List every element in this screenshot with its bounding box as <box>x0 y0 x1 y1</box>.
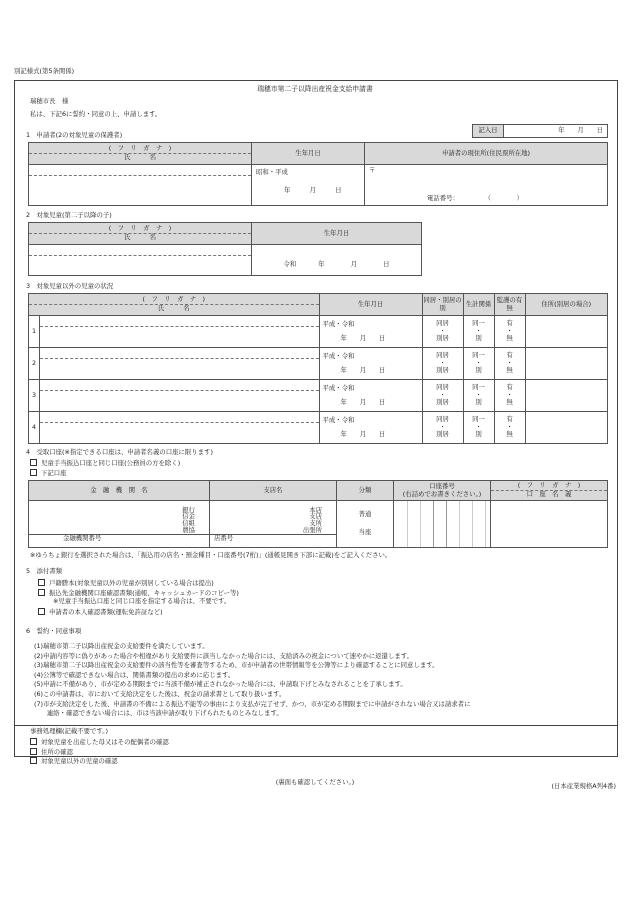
opt-same-account[interactable]: 児童手当振込口座と同じ口座(公務員の方を除く) <box>30 459 180 468</box>
applicant-dob-header: 生年月日 <box>252 143 365 165</box>
oc-custody-field[interactable]: 有 ・ 無 <box>494 316 525 348</box>
oc-address-field[interactable] <box>525 348 607 380</box>
oc-address-field[interactable] <box>525 316 607 348</box>
kind-header: 分類 <box>337 481 394 501</box>
oc-name-field[interactable] <box>40 348 320 380</box>
oc-live-field[interactable]: 同一 ・ 別 <box>463 412 494 444</box>
list-item: 連絡・確認できない場合には、市は当該申請が取り下げられたものとみなします。 <box>34 709 283 718</box>
oc-custody-field[interactable]: 有 ・ 無 <box>494 348 525 380</box>
child-name-header: ( フ リ ガ ナ ) 氏 名 <box>29 223 252 245</box>
yucho-note: ※ゆうちょ銀行を選択された場合は、「振込用の店名・預金種目・口座番号(7桁)」(通帳見開き下部に記載)をご記入ください。 <box>30 551 392 559</box>
bank-field[interactable]: 銀行 信金 信組 農協 金融機関番号 <box>29 501 210 548</box>
opt-other-account[interactable]: 下記口座 <box>30 469 67 478</box>
list-item: (7)市が支給決定をした後、申請書の不備による振込不能等の事由により支払が完了せず、かつ、市が定める期限までに申請がされない場合又は請求者に <box>34 699 471 708</box>
oc-dob-header: 生年月日 <box>319 294 422 316</box>
paper-standard: (日本産業規格A列4番) <box>551 782 616 790</box>
oc-name-field[interactable] <box>40 380 320 412</box>
list-item[interactable]: 対象児童以外の児童の確認 <box>30 757 169 767</box>
oc-cohab-field[interactable]: 同居 ・ 別居 <box>422 316 463 348</box>
applicant-dob-field[interactable]: 昭和・平成 年 月 日 <box>252 165 365 206</box>
oc-cohab-field[interactable]: 同居 ・ 別居 <box>422 380 463 412</box>
table-row <box>29 380 608 412</box>
checkbox[interactable] <box>30 738 37 745</box>
s4-heading: 4 受取口座(※指定できる口座は、申請者名義の口座に限ります) <box>26 448 213 456</box>
oc-live-field[interactable]: 同一 ・ 別 <box>463 380 494 412</box>
office-heading: 事務処理欄(記載不要です。) <box>30 727 108 735</box>
checkbox[interactable] <box>30 459 37 466</box>
checkbox[interactable] <box>30 757 37 764</box>
preamble: 私は、下記6に誓約・同意の上、申請します。 <box>30 110 162 118</box>
form-id: 別記様式(第5条関係) <box>14 67 75 75</box>
oc-custody-header: 監護の有無 <box>494 294 525 316</box>
oc-live-field[interactable]: 同一 ・ 別 <box>463 348 494 380</box>
list-item: (5)申請に不備があり、市が定める期限までに当該不備が補正されなかった場合には、申請取下げとみなされることを了承します。 <box>34 680 407 689</box>
entry-date-label: 記入日 <box>473 125 504 138</box>
branch-field[interactable]: 本店 支店 支所 出張所 店番号 <box>210 501 337 548</box>
holder-header: ( フ リ ガ ナ ) 口 座 名 義 <box>491 481 608 501</box>
s3-heading: 3 対象児童以外の児童の状況 <box>26 282 114 290</box>
s2-heading: 2 対象児童(第二子以降の子) <box>26 211 112 219</box>
oc-name-field[interactable] <box>40 412 320 444</box>
oc-dob-field[interactable]: 平成・令和 年 月 日 <box>319 348 422 380</box>
other-children-table <box>28 293 608 444</box>
checkbox[interactable] <box>38 589 45 596</box>
oc-cohab-field[interactable]: 同居 ・ 別居 <box>422 348 463 380</box>
applicant-address-header: 申請者の現住所(住民票所在地) <box>365 143 608 165</box>
s5-heading: 5 添付書類 <box>26 567 63 575</box>
entry-date-field[interactable]: 年 月 日 <box>504 125 608 138</box>
list-item: (1)瑞穂市第二子以降出産祝金の支給要件を満たしています。 <box>34 642 209 650</box>
row-number: 4 <box>29 412 40 444</box>
table-row <box>29 412 608 444</box>
list-item: (3)瑞穂市第二子以降出産祝金の支給要件の該当性等を審査等するため、市が申請者の世帯情報等を公簿等により確認することに同意します。 <box>34 661 439 670</box>
checkbox[interactable] <box>38 579 45 586</box>
checkbox[interactable] <box>38 608 45 615</box>
holder-field[interactable] <box>491 501 608 548</box>
applicant-name-field[interactable] <box>29 165 252 206</box>
list-item[interactable]: 対象児童を出産した母又はその配偶者の確認 <box>30 738 169 748</box>
entry-date-table <box>472 124 608 138</box>
pledge-list <box>34 643 470 720</box>
oc-custody-field[interactable]: 有 ・ 無 <box>494 380 525 412</box>
bank-header: 金 融 機 関 名 <box>29 481 210 501</box>
bank-table <box>28 480 608 548</box>
list-item[interactable]: 住所の確認 <box>30 748 169 758</box>
list-item: (2)申請内容等に偽りがあった場合や相違があり支給要件に該当しなかった場合には、支給済みの祝金について速やかに返還します。 <box>34 651 414 660</box>
kind-field[interactable]: 普通 当座 <box>337 501 394 548</box>
oc-custody-field[interactable]: 有 ・ 無 <box>494 412 525 444</box>
list-item: (6)この申請書は、市において支給決定をした後は、祝金の請求書として取り扱います。 <box>34 689 286 698</box>
table-row <box>29 316 608 348</box>
addressee: 瑞穂市長 様 <box>30 97 69 105</box>
branch-header: 支店名 <box>210 481 337 501</box>
list-item: (4)公簿等で確認できない場合は、関係書類の提出の求めに応じます。 <box>34 670 235 679</box>
child-dob-header: 生年月日 <box>252 223 422 245</box>
child-table <box>28 222 422 276</box>
checkbox[interactable] <box>30 748 37 755</box>
row-number: 2 <box>29 348 40 380</box>
oc-dob-field[interactable]: 平成・令和 年 月 日 <box>319 316 422 348</box>
oc-cohab-field[interactable]: 同居 ・ 別居 <box>422 412 463 444</box>
acct-no-header: 口座番号 (右詰めでお書きください。) <box>394 481 491 501</box>
list-item: ※児童手当振込口座と同じ口座を指定する場合は、不要です。 <box>53 597 231 606</box>
office-list <box>30 738 169 767</box>
attachments-list <box>38 579 239 617</box>
office-divider <box>14 725 618 726</box>
list-item[interactable]: 振込先金融機関口座確認書類(通帳、キャッシュカードのコピー等) <box>38 589 239 599</box>
applicant-table <box>28 142 608 206</box>
list-item[interactable]: 戸籍謄本(対象児童以外の児童が別居している場合は提出) <box>38 579 239 589</box>
oc-dob-field[interactable]: 平成・令和 年 月 日 <box>319 380 422 412</box>
form-title: 瑞穂市第二子以降出産祝金支給申請書 <box>257 85 373 93</box>
table-row <box>29 348 608 380</box>
oc-address-field[interactable] <box>525 380 607 412</box>
child-name-field[interactable] <box>29 245 252 276</box>
list-item[interactable]: 申請者の本人確認書類(運転免許証など) <box>38 608 239 618</box>
child-dob-field[interactable]: 令和 年 月 日 <box>252 245 422 276</box>
oc-cohab-header: 同居・別居の別 <box>422 294 463 316</box>
oc-live-field[interactable]: 同一 ・ 別 <box>463 316 494 348</box>
s1-heading: 1 申請者(2の対象児童の保護者) <box>26 131 123 139</box>
oc-name-field[interactable] <box>40 316 320 348</box>
checkbox[interactable] <box>30 469 37 476</box>
back-note: (裏面も確認してください。) <box>275 778 355 786</box>
oc-address-header: 住所(別居の場合) <box>525 294 607 316</box>
oc-address-field[interactable] <box>525 412 607 444</box>
applicant-address-field[interactable]: 〒 電話番号： （ ） <box>365 165 608 206</box>
row-number: 3 <box>29 380 40 412</box>
row-number: 1 <box>29 316 40 348</box>
oc-live-header: 生計関係 <box>463 294 494 316</box>
oc-name-header: ( フ リ ガ ナ ) 氏 名 <box>29 294 320 316</box>
s6-heading: 6 誓約・同意事項 <box>26 627 82 635</box>
oc-dob-field[interactable]: 平成・令和 年 月 日 <box>319 412 422 444</box>
acct-no-field[interactable] <box>394 501 491 548</box>
applicant-name-header: ( フ リ ガ ナ ) 氏 名 <box>29 143 252 165</box>
